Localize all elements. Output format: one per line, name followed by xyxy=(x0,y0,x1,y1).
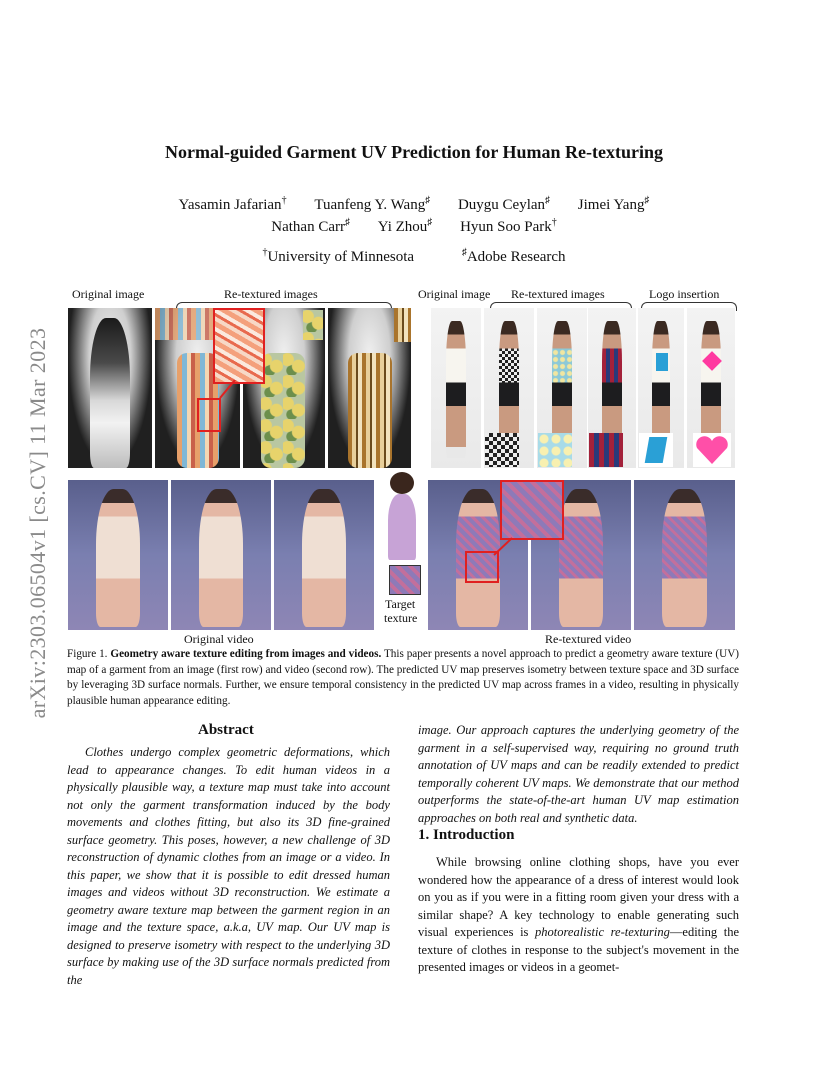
logo-mark xyxy=(656,353,668,371)
label-retextured-video: Re-textured video xyxy=(545,632,632,646)
texture-swatch xyxy=(538,433,572,467)
original-video-frame-2 xyxy=(171,480,271,630)
logo-icon xyxy=(645,437,668,463)
author: Tuanfeng Y. Wang♯ xyxy=(314,195,431,213)
label-target: Target xyxy=(385,597,416,611)
authors-line-1 xyxy=(0,195,828,214)
subject xyxy=(559,489,603,627)
intro-text-before: While browsing online clothing shops, have you ever wondered how the appearance of a dress of interest would look on you as if you were in a fitting room given your dress with a similar shape? A key technology to enable generating such visual experiences is xyxy=(418,855,739,939)
caption-bold: Geometry aware texture editing from images and videos. xyxy=(110,648,382,660)
subject xyxy=(199,489,243,627)
author: Nathan Carr♯ xyxy=(271,217,350,235)
retextured-image-3 xyxy=(328,308,411,468)
caption-label: Figure 1. xyxy=(67,648,108,660)
target-model xyxy=(380,472,424,562)
label-texture: texture xyxy=(384,611,418,625)
abstract-continued: image. Our approach captures the underlying geometry of the garment in a self-supervised way, requiring no ground truth annotation of UV maps and can be readily extended to predict temporally coherent UV maps. We demonstrate that our method outperforms the state-of-the-art human UV map estimation approaches on both real and synthetic data. xyxy=(418,723,739,825)
abstract-heading: Abstract xyxy=(198,722,254,738)
original-video-frame-1 xyxy=(68,480,168,630)
subject xyxy=(446,321,466,459)
retextured-girl-3 xyxy=(588,308,636,468)
logo-swatch xyxy=(639,433,673,467)
garment xyxy=(261,353,305,468)
video-zoom-connector xyxy=(490,535,520,560)
zoom-connector xyxy=(195,370,245,410)
arxiv-sidebar xyxy=(18,283,58,763)
affiliations xyxy=(0,247,828,266)
subject xyxy=(302,489,346,627)
caption-text: This paper presents a novel approach to predict a geometry aware texture (UV) map of a garment from an image (first row) and video (second row). The predicted UV map preserves isometry between texture space and 3D surface by leveraging 3D surface normals. Further, we ensure temporal consistency in the predicted UV map across frames in a video, resulting in physically plausible human appearance editing. xyxy=(67,648,740,707)
head xyxy=(390,472,414,494)
original-video-frame-3 xyxy=(274,480,374,630)
texture-swatch xyxy=(485,433,519,467)
texture-patch xyxy=(394,308,411,342)
label-original-video: Original video xyxy=(184,632,254,646)
label-original-image-right: Original image xyxy=(418,287,491,301)
label-logo-insertion: Logo insertion xyxy=(649,287,720,301)
authors-line-2 xyxy=(0,217,828,236)
paper-title: Normal-guided Garment UV Prediction for Human Re-texturing xyxy=(165,142,663,162)
affiliation: ♯Adobe Research xyxy=(461,247,566,265)
subject xyxy=(96,489,140,627)
author: Hyun Soo Park† xyxy=(460,217,557,235)
label-original-image-left: Original image xyxy=(72,287,145,301)
dress xyxy=(388,494,416,560)
texture-patch xyxy=(303,310,323,340)
intro-text-after: —editing the texture of clothes in response to the subject's movement in the presented images or videos in a geomet- xyxy=(418,925,739,974)
heart-swatch xyxy=(693,433,731,467)
original-girl-image xyxy=(431,308,481,468)
retextured-girl-1 xyxy=(484,308,534,468)
arxiv-id: arXiv:2303.06504v1 [cs.CV] 11 Mar 2023 xyxy=(25,327,50,719)
introduction-heading: 1. Introduction xyxy=(418,827,515,843)
logo-girl-2 xyxy=(687,308,735,468)
affiliation: †University of Minnesota xyxy=(262,247,415,265)
heart-icon xyxy=(693,433,731,467)
author: Jimei Yang♯ xyxy=(577,195,650,213)
video-zoom-inset xyxy=(500,480,564,540)
figure-caption xyxy=(67,647,739,709)
author: Duygu Ceylan♯ xyxy=(457,195,551,213)
subject xyxy=(90,318,130,468)
intro-emphasis: photorealistic re-texturing xyxy=(535,925,670,939)
original-bw-image xyxy=(68,308,152,468)
retextured-girl-2 xyxy=(537,308,587,468)
introduction-text xyxy=(418,854,739,977)
subject xyxy=(662,489,706,627)
garment xyxy=(348,353,392,468)
author: Yasamin Jafarian† xyxy=(178,195,287,213)
abstract-text: Clothes undergo complex geometric deformations, which lead to appearance changes. To edit human videos in a physically plausible way, a texture map must take into account not only the garment transformation induced by the body movements and clothes fitting, but also its 3D fine-grained surface geometry. This poses, however, a new challenge of 3D reconstruction of dynamic clothes from an image or a video. In this paper, we show that it is possible to edit dressed human images and videos without 3D reconstruction. We estimate a geometry aware texture map between the garment region in an image and the texture space, a.k.a, UV map. Our UV map is designed to preserve isometry with respect to the underlying 3D surface by making use of the 3D surface normals predicted from the xyxy=(67,745,390,987)
author: Yi Zhou♯ xyxy=(377,217,433,235)
target-texture-swatch xyxy=(389,565,421,595)
retextured-video-frame-3 xyxy=(634,480,735,630)
label-retextured-images-left: Re-textured images xyxy=(224,287,318,301)
label-retextured-images-right: Re-textured images xyxy=(511,287,605,301)
logo-girl-1 xyxy=(638,308,684,468)
texture-swatch xyxy=(589,433,623,467)
